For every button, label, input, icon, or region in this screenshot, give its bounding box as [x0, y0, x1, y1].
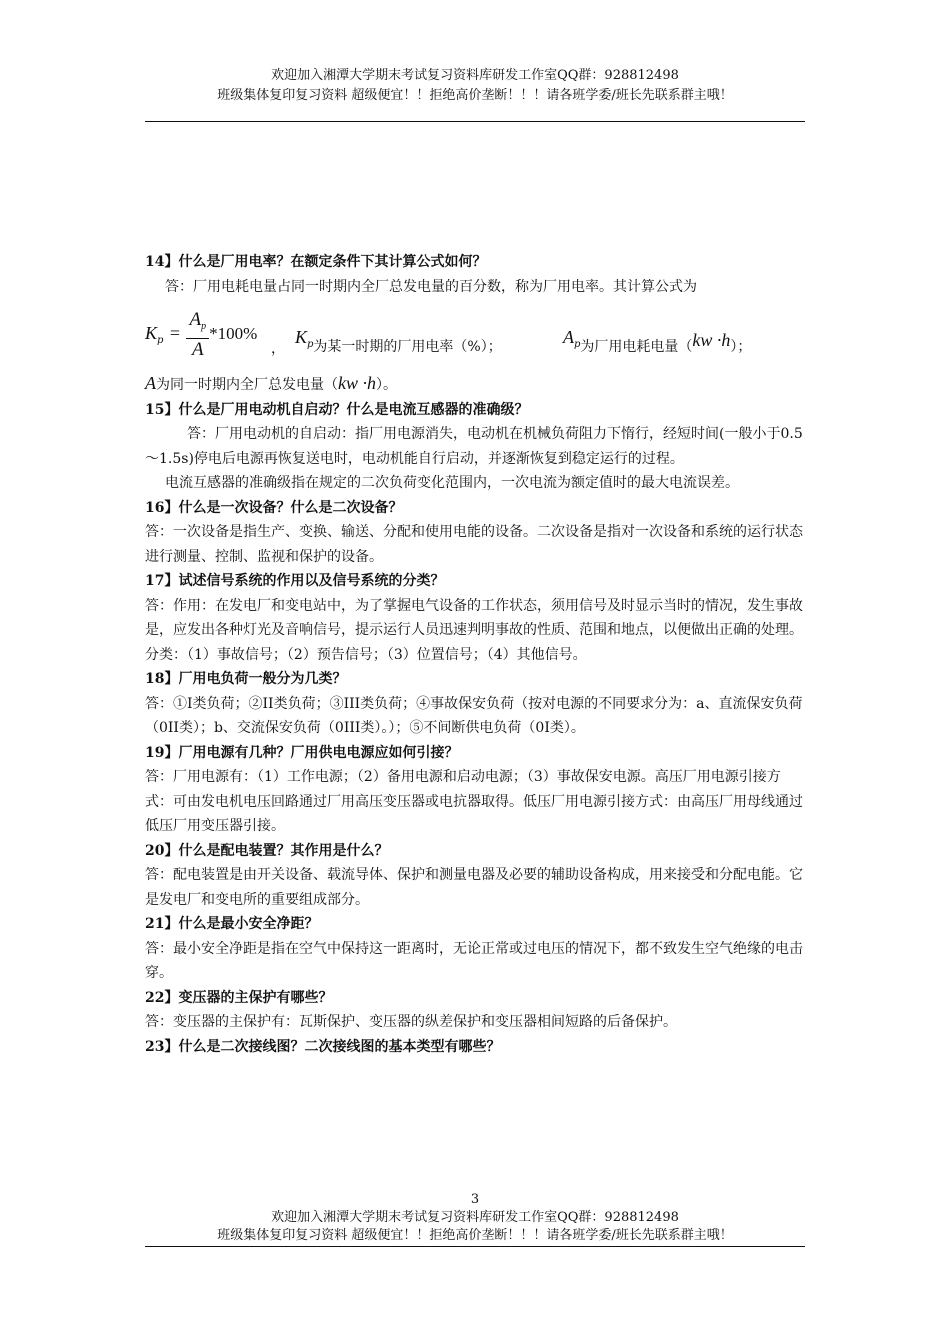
def-a	[145, 371, 807, 398]
page-footer	[145, 1209, 805, 1245]
question-21-answer: 答：最小安全净距是指在空气中保持这一距离时，无论正常或过电压的情况下，都不致发生空气绝缘的电击穿。	[145, 940, 803, 981]
document-body	[145, 250, 807, 1059]
question-22-answer: 答：变压器的主保护有：瓦斯保护、变压器的纵差保护和变压器相间短路的后备保护。	[145, 1014, 677, 1030]
def-a-close: ）。	[376, 377, 397, 393]
formula-numerator-sub: p	[201, 321, 207, 332]
question-21-title: 21】什么是最小安全净距？	[145, 916, 319, 932]
question-15-answer-1: 答：厂用电动机的自启动：指厂用电源消失，电动机在机械负荷阻力下惰行，经短时间(一般小于0.5～1.5s)停电后电源再恢复送电时，电动机能自行启动，并逐渐恢复到稳定运行的过程。	[145, 426, 803, 467]
formula-percent: *100%	[209, 324, 258, 343]
def-ap	[563, 325, 751, 358]
def-ap-symbol: A	[563, 327, 574, 347]
def-kp-text: 为某一时期的厂用电率（%）；	[313, 339, 502, 355]
formula-row	[145, 299, 807, 363]
def-a-text: 为同一时期内全厂总发电量（	[156, 377, 338, 393]
question-17-title: 17】试述信号系统的作用以及信号系统的分类？	[145, 573, 445, 589]
question-23-title: 23】什么是二次接线图？二次接线图的基本类型有哪些？	[145, 1038, 501, 1055]
question-15-title: 15】什么是厂用电动机自启动？什么是电流互感器的准确级？	[145, 401, 529, 418]
def-ap-close: ）；	[730, 339, 752, 355]
question-15-answer-2: 电流互感器的准确级指在规定的二次负荷变化范围内，一次电流为额定值时的最大电流误差。	[165, 475, 739, 491]
def-ap-unit: kw ·h	[692, 330, 731, 350]
question-17-classes: 分类：（1）事故信号；（2）预告信号；（3）位置信号；（4）其他信号。	[145, 646, 587, 663]
question-20-title: 20】什么是配电装置？其作用是什么？	[145, 842, 389, 859]
formula-lhs: K	[145, 323, 158, 343]
def-kp-symbol: K	[295, 327, 308, 347]
formula	[145, 309, 257, 361]
question-14-title: 14】什么是厂用电率？在额定条件下其计算公式如何？	[145, 254, 487, 270]
question-16-answer: 答：一次设备是指生产、变换、输送、分配和使用电能的设备。二次设备是指对一次设备和系统的运行状态进行测量、控制、监视和保护的设备。	[145, 524, 803, 565]
def-ap-text: 为厂用电耗电量（	[580, 339, 693, 355]
formula-fraction	[186, 309, 209, 361]
question-19-title: 19】厂用电源有几种？厂用供电电源应如何引接？	[145, 744, 459, 761]
def-a-symbol: A	[145, 373, 156, 393]
formula-numerator: A	[189, 309, 202, 330]
question-16-title: 16】什么是一次设备？什么是二次设备？	[145, 499, 403, 516]
page-number: 3	[470, 1192, 480, 1207]
formula-lhs-sub: p	[157, 335, 164, 346]
question-14-answer: 答：厂用电耗电量占同一时期内全厂总发电量的百分数，称为厂用电率。其计算公式为	[165, 278, 697, 295]
question-20-answer: 答：配电装置是由开关设备、载流导体、保护和测量电器及必要的辅助设备构成，用来接受和分配电能。它是发电厂和变电所的重要组成部分。	[145, 867, 803, 908]
footer-line-2: 班级集体复印复习资料 超级便宜！！拒绝高价垄断！！！请各班学委/班长先联系群主哦！	[217, 1228, 733, 1243]
question-18-answer: 答：①I类负荷；②II类负荷；③III类负荷；④事故保安负荷（按对电源的不同要求分为：a、直流保安负荷（0II类）；b、交流保安负荷（0III类）。）；⑤不间断供电负荷（0I类）。	[145, 695, 803, 736]
formula-equals: =	[169, 323, 181, 343]
def-a-unit: kw ·h	[338, 373, 376, 393]
question-19-answer: 答：厂用电源有：（1）工作电源；（2）备用电源和启动电源；（3）事故保安电源。高压厂用电源引接方式：可由发电机电压回路通过厂用高压变压器或电抗器取得。低压厂用电源引接方式：由高压厂用母线通过低压厂用变压器引接。	[145, 769, 803, 834]
question-18-title: 18】厂用电负荷一般分为几类？	[145, 671, 347, 687]
header-line-2: 班级集体复印复习资料 超级便宜！！拒绝高价垄断！！！请各班学委/班长先联系群主哦！	[217, 88, 733, 103]
footer-divider	[145, 1246, 805, 1247]
question-17-answer: 答：作用：在发电厂和变电站中，为了掌握电气设备的工作状态，须用信号及时显示当时的情况，发生事故是，应发出各种灯光及音响信号，提示运行人员迅速判明事故的性质、范围和地点，以便做出正确的处理。	[145, 597, 803, 638]
def-ap-symbol-sub: p	[574, 339, 581, 350]
formula-comma: ，	[271, 341, 285, 357]
page-header	[145, 66, 805, 106]
formula-denominator: A	[191, 339, 204, 360]
header-line-1: 欢迎加入湘潭大学期末考试复习资料库研发工作室QQ群：928812498	[271, 68, 679, 83]
footer-line-1: 欢迎加入湘潭大学期末考试复习资料库研发工作室QQ群：928812498	[271, 1210, 679, 1225]
question-22-title: 22】变压器的主保护有哪些？	[145, 989, 333, 1006]
header-divider	[145, 121, 805, 122]
def-kp	[295, 325, 502, 358]
def-kp-symbol-sub: p	[307, 339, 314, 350]
